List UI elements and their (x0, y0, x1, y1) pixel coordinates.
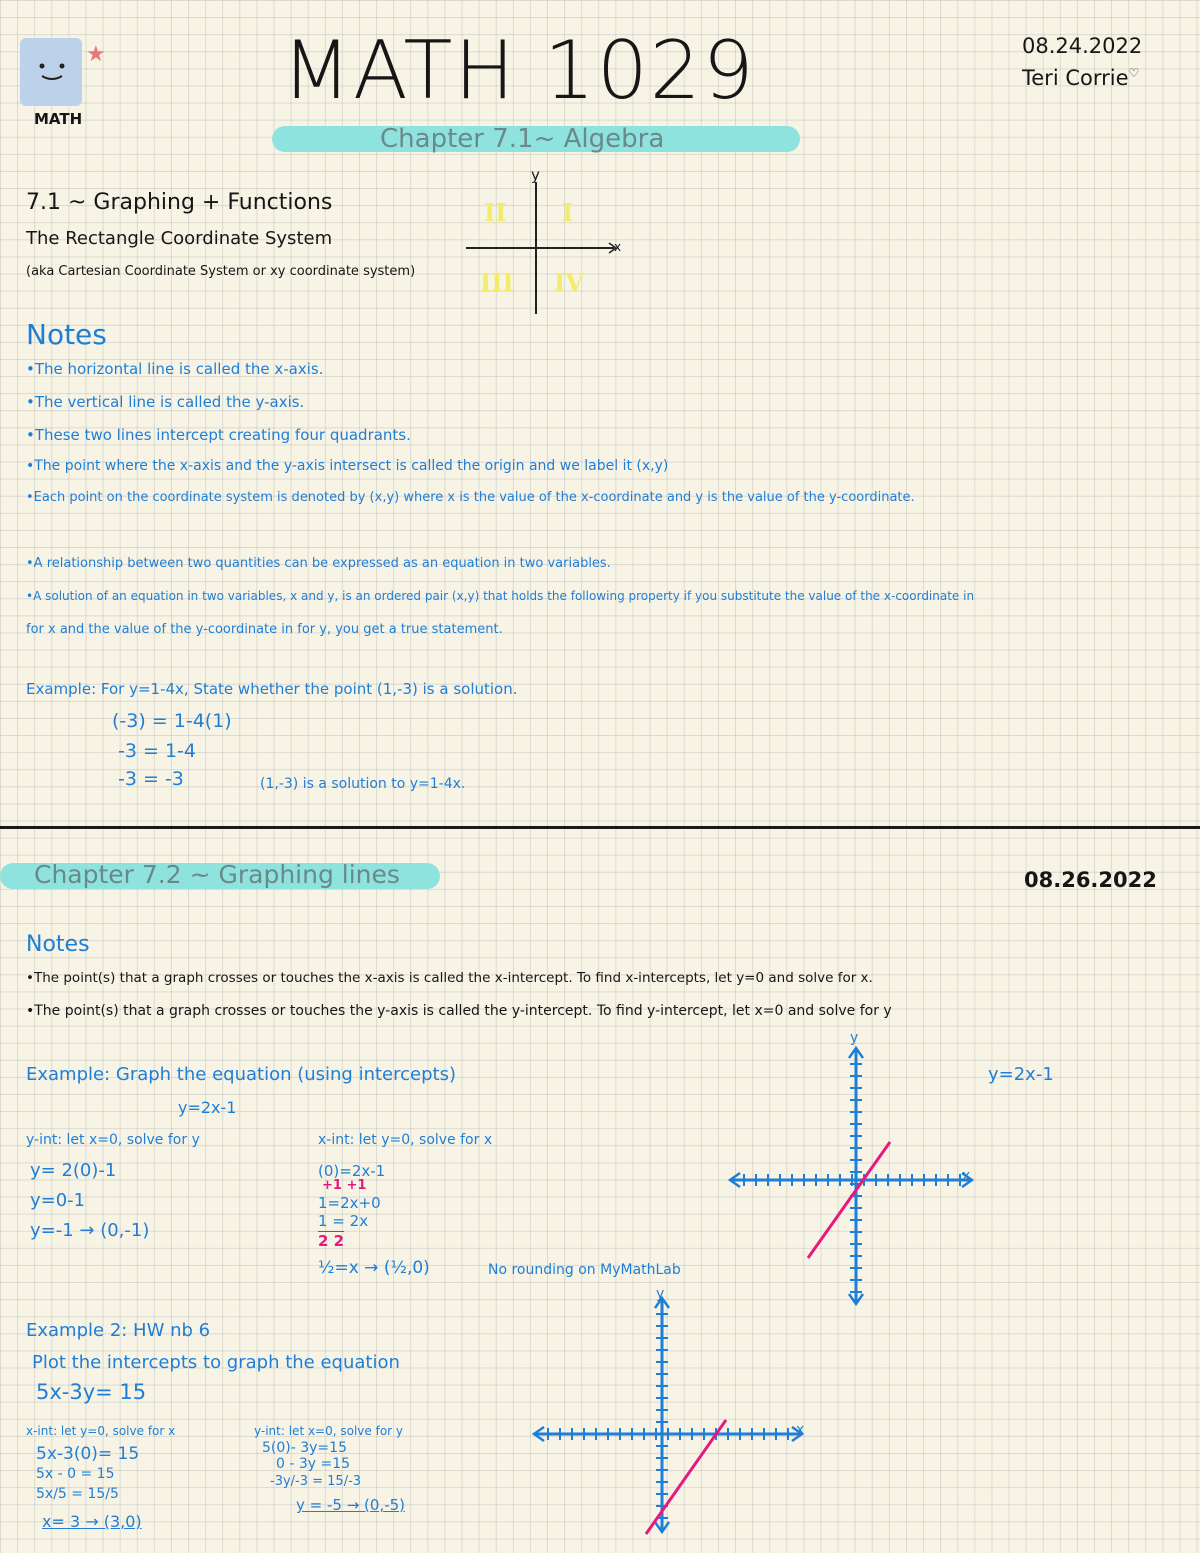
notes-1-item: •The point where the x-axis and the y-axis intersect is called the origin and we label it (x,y) (26, 458, 669, 474)
example-2-xint-step: 1 = 2x (318, 1212, 369, 1230)
example-2-xint-title: x-int: let y=0, solve for x (318, 1132, 493, 1148)
date-1: 08.24.2022 (1022, 34, 1143, 58)
notes-2-title: Notes (26, 932, 90, 957)
quadrant-axis-x-label: x (614, 240, 622, 254)
notes-1-item: •The horizontal line is called the x-axis. (26, 360, 324, 378)
section-7-1-heading: 7.1 ~ Graphing + Functions (26, 190, 333, 215)
notes-1-item: •Each point on the coordinate system is denoted by (x,y) where x is the value of the x-coordinate and y is the value of the y-coordinate. (26, 490, 915, 505)
sticker-label: MATH (34, 110, 83, 128)
page-divider (0, 826, 1200, 829)
graph-2-line-5x-minus-3y-equals-15 (646, 1420, 726, 1534)
example-3-yint-step: 5(0)- 3y=15 (262, 1440, 347, 1456)
chapter-7-1-title: Chapter 7.1~ Algebra (380, 124, 665, 154)
example-3-instruction: Plot the intercepts to graph the equation (32, 1352, 400, 1373)
section-7-1-subheading: The Rectangle Coordinate System (26, 228, 333, 249)
graph-2 (530, 1290, 810, 1540)
example-2-xint-result: ½=x → (½,0) (318, 1258, 430, 1278)
example-3-xint-step: 5x - 0 = 15 (36, 1466, 115, 1482)
example-2-yint-step: y= 2(0)-1 (30, 1160, 117, 1181)
star-icon: ★ (86, 42, 106, 67)
author (1022, 66, 1139, 90)
example-2-equation: y=2x-1 (178, 1098, 237, 1117)
graph-2-y-label: y (656, 1286, 665, 1302)
example-1-conclusion: (1,-3) is a solution to y=1-4x. (260, 776, 466, 792)
graph-1-line-y-equals-2x-minus-1 (808, 1142, 890, 1258)
example-3-yint-step: y = -5 → (0,-5) (296, 1496, 406, 1514)
example-2-yint-step: y=0-1 (30, 1190, 86, 1211)
date-2: 08.26.2022 (1024, 868, 1157, 892)
example-2-yint-step: y=-1 → (0,-1) (30, 1220, 150, 1241)
notes-1-item: •The vertical line is called the y-axis. (26, 393, 305, 411)
quadrant-axis-y-label: y (531, 166, 540, 184)
quadrant-i: I (562, 198, 574, 227)
example-2-xint-divide: 2 2 (318, 1232, 345, 1250)
example-3-xint-step: 5x/5 = 15/5 (36, 1486, 119, 1502)
example-2-xint-add: +1 +1 (322, 1178, 367, 1193)
example-3-yint-title: y-int: let x=0, solve for y (254, 1424, 404, 1438)
solution-note-line-2: for x and the value of the y-coordinate in for y, you get a true statement. (26, 622, 503, 637)
example-1-step: -3 = -3 (118, 768, 184, 790)
quadrant-iv: IV (554, 268, 584, 297)
notes-2-item: •The point(s) that a graph crosses or touches the x-axis is called the x-intercept. To find x-intercepts, let y=0 and solve for x. (26, 970, 873, 986)
example-3-xint-title: x-int: let y=0, solve for x (26, 1424, 176, 1438)
notes-2-item: •The point(s) that a graph crosses or touches the y-axis is called the y-intercept. To find y-intercept, let x=0 and solve for y (26, 1003, 892, 1019)
graph-1-x-label: x (962, 1168, 971, 1184)
example-3-prompt: Example 2: HW nb 6 (26, 1320, 211, 1341)
section-7-1-aka: (aka Cartesian Coordinate System or xy coordinate system) (26, 264, 416, 279)
quadrant-iii: III (480, 268, 514, 297)
example-1-step: -3 = 1-4 (118, 740, 196, 762)
solution-note-line-1: •A solution of an equation in two variables, x and y, is an ordered pair (x,y) that holds the following property if you substitute the value of the x-coordinate in (26, 589, 975, 603)
page-title: MATH 1029 (282, 24, 756, 117)
chapter-7-2-title: Chapter 7.2 ~ Graphing lines (34, 860, 400, 889)
relationship-note: •A relationship between two quantities can be expressed as an equation in two variables. (26, 556, 611, 571)
notes-1-item: •These two lines intercept creating four quadrants. (26, 426, 411, 444)
notes-1-title: Notes (26, 318, 107, 351)
graph-1 (724, 1034, 984, 1310)
example-3-xint-step: x= 3 → (3,0) (42, 1512, 142, 1531)
graph-2-x-label: x (796, 1422, 805, 1438)
quadrant-ii: II (484, 198, 507, 227)
author-name: Teri Corrie (1022, 66, 1129, 90)
example-2-xint-note: No rounding on MyMathLab (488, 1262, 681, 1278)
graph-1-y-label: y (850, 1030, 859, 1046)
example-2-graph-label: y=2x-1 (988, 1064, 1054, 1085)
example-3-xint-step: 5x-3(0)= 15 (36, 1444, 140, 1464)
example-3-yint-step: 0 - 3y =15 (276, 1456, 351, 1472)
example-1-step: (-3) = 1-4(1) (112, 710, 232, 732)
example-2-xint-step: 1=2x+0 (318, 1194, 381, 1212)
example-1-prompt: Example: For y=1-4x, State whether the point (1,-3) is a solution. (26, 680, 518, 698)
smiley-face-icon (20, 38, 82, 106)
heart-icon: ♡ (1128, 66, 1140, 80)
example-2-xint-step: (0)=2x-1 (318, 1162, 386, 1180)
sticker-face-icon (20, 38, 82, 106)
example-3-equation: 5x-3y= 15 (36, 1380, 147, 1404)
example-2-yint-title: y-int: let x=0, solve for y (26, 1132, 200, 1148)
example-3-yint-step: -3y/-3 = 15/-3 (270, 1474, 362, 1489)
example-2-prompt: Example: Graph the equation (using intercepts) (26, 1064, 456, 1085)
